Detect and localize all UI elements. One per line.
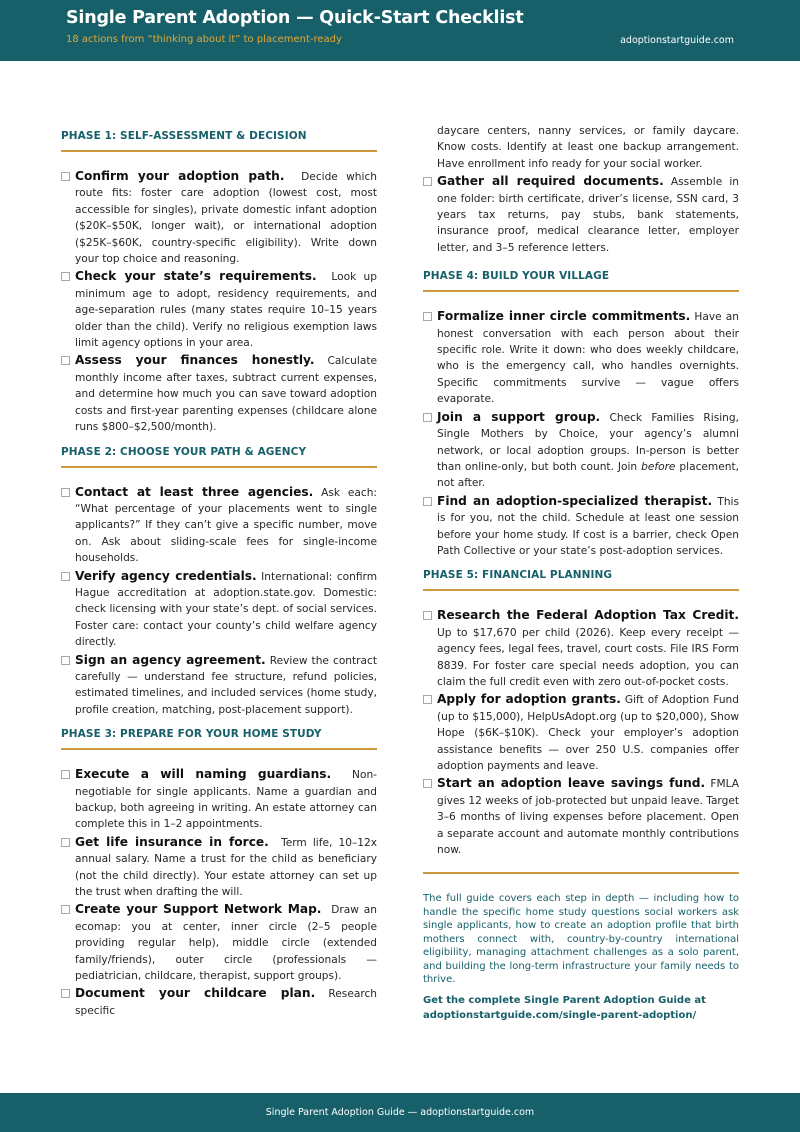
item-body: Term life, 10–12x annual salary. Name a trust for the child as beneficiary (not the child directly). Your estate attorney can set up the trust when drafting the will. [75,836,377,899]
checkbox[interactable] [423,779,432,788]
checkbox[interactable] [423,312,432,321]
item-body: Decide which route fits: foster care adoption (lowest cost, most accessible for singles), private domestic infant adoption ($20K–$50K, longer wait), or international adoption ($25K–$60K, country-specific eligibility). Write down your top choice and reasoning. [75,171,377,266]
phase-5 [423,569,739,858]
phase-1 [61,130,377,436]
item-head: Verify agency credentials. [75,568,257,583]
phase-4 [423,270,739,559]
item-body: Look up minimum age to adopt, residency requirements, and age-separation rules (many states require 10–15 years older than the child). Verify no religious exemption laws limit agency options in your area. [75,271,377,350]
item-body: FMLA gives 12 weeks of job-protected but unpaid leave. Target 3–6 months of living expenses before placement. Open a separate account and automate monthly contributions now. [437,778,739,857]
checkbox[interactable] [423,695,432,704]
page-subtitle: 18 actions from “thinking about it” to placement-ready [66,34,342,45]
item-head: Formalize inner circle commitments. [437,309,691,324]
item-head: Find an adoption-specialized therapist. [437,493,713,508]
item-head: Contact at least three agencies. [75,484,314,499]
checkbox[interactable] [61,572,70,581]
phase-2 [61,446,377,719]
checklist-item [423,691,739,774]
cta-link[interactable] [423,993,739,1023]
page-footer [0,1093,800,1132]
checklist-item [423,409,739,492]
checklist-item [423,493,739,560]
checkbox[interactable] [61,356,70,365]
divider [423,872,739,874]
phase-title: PHASE 2: CHOOSE YOUR PATH & AGENCY [61,446,377,468]
checkbox[interactable] [61,905,70,914]
closing-note: The full guide covers each step in depth — including how to handle the specific home study questions social workers ask single applicants, how to create an adoption profile that birth mothers connect with, country-by-country international eligibility, managing attachment challenges as a solo parent, and building the long-term infrastructure your family needs to thrive. [423,893,739,986]
item-head: Apply for adoption grants. [437,692,621,707]
cta-line: Get the complete Single Parent Adoption Guide at [423,994,706,1006]
item-head: Gather all required documents. [437,174,664,189]
checklist-item [61,652,377,719]
item-emphasis: before [641,460,676,473]
cta-url[interactable]: adoptionstartguide.com/single-parent-adoption/ [423,1009,697,1021]
checklist-item [61,484,377,567]
checkbox[interactable] [61,838,70,847]
checklist-item [61,268,377,351]
checklist-item [423,775,739,858]
header-url: adoptionstartguide.com [620,35,734,46]
phase-title: PHASE 5: FINANCIAL PLANNING [423,569,739,591]
checklist-item [423,607,739,690]
item-body: Up to $17,670 per child (2026). Keep every receipt — agency fees, legal fees, travel, court costs. File IRS Form 8839. For foster care special needs adoption, you can claim the full credit even with zero out-of-pocket costs. [437,626,739,688]
item-body: This is for you, not the child. Schedule at least one session before your home study. If cost is a barrier, check Open Path Collective or your state’s post-adoption services. [437,495,739,557]
item-body: Calculate monthly income after taxes, subtract current expenses, and determine how much you can save toward adoption costs and first-year parenting expenses (childcare alone runs $800–$2,500/month). [75,355,377,434]
checkbox[interactable] [61,172,70,181]
item-body: Draw an ecomap: you at center, inner circle (2–5 people providing regular help), middle circle (extended family/friends), outer circle (professionals — pediatrician, childcare, therapist, support groups). [75,904,377,983]
item-head: Execute a will naming guardians. [75,767,332,782]
item-body: Check Families Rising, Single Mothers by Choice, your agency’s alumni network, or local adoption groups. In-person is better than online-only, but both count. Join [437,411,739,473]
phase-title: PHASE 1: SELF-ASSESSMENT & DECISION [61,130,377,152]
phase-title: PHASE 4: BUILD YOUR VILLAGE [423,270,739,292]
checklist-item [61,985,377,1019]
checklist-item [423,308,739,407]
item-body: Gift of Adoption Fund (up to $15,000), HelpUsAdopt.org (up to $20,000), Show Hope ($6K–$10K). Check your employer’s adoption assistance benefits — over 250 U.S. companies offer adoption payments and leave. [437,694,739,772]
checklist-item [61,766,377,833]
checkbox[interactable] [423,497,432,506]
checklist-item [61,901,377,984]
item-body: Ask each: “What percentage of your placements went to single applicants?” If they can’t give a specific number, move on. Ask about sliding-scale fees for single-income households. [75,486,378,565]
item-head: Create your Support Network Map. [75,902,322,917]
item-head: Sign an agency agreement. [75,652,266,667]
item-head: Assess your finances honestly. [75,353,315,368]
page-title: Single Parent Adoption — Quick-Start Checklist [66,8,524,28]
item-head: Confirm your adoption path. [75,169,285,183]
item-body: Non-negotiable for single applicants. Name a guardian and backup, both agreeing in writing. An estate attorney can complete this in 1–2 appointments. [75,769,377,831]
item-head: Research the Federal Adoption Tax Credit. [437,608,739,623]
item-head: Check your state’s requirements. [75,269,317,284]
checkbox[interactable] [423,177,432,186]
item-body: Have an honest conversation with each person about their specific role. Write it down: who does weekly childcare, who is the emergency call, who handles overnights. Specific commitments survive — vague offers evaporate. [437,311,739,406]
item-head: Get life insurance in force. [75,834,269,849]
checklist-item [61,834,377,901]
checkbox[interactable] [61,989,70,998]
left-column [61,128,377,1029]
item-head: Join a support group. [437,409,601,424]
checkbox[interactable] [423,611,432,620]
continued-text: daycare centers, nanny services, or family daycare. Know costs. Identify at least one backup arrangement. Have enrollment info ready for your social worker. [437,125,739,170]
item-body: Research specific [75,988,377,1017]
checkbox[interactable] [61,770,70,779]
phase-title: PHASE 3: PREPARE FOR YOUR HOME STUDY [61,728,377,750]
item-body-tail: placement, not after. [437,460,739,490]
item-body: Review the contract carefully — understand fee structure, refund policies, estimated timelines, and included services (home study, profile creation, matching, post-placement support). [75,654,377,716]
item-body: International: confirm Hague accreditation at adoption.state.gov. Domestic: check licensing with your state’s dept. of social services. Foster care: contact your county’s child welfare agency directly. [75,570,378,649]
checkbox[interactable] [61,272,70,281]
checkbox[interactable] [61,488,70,497]
right-column [423,125,739,1023]
checklist-item [423,173,739,256]
page-header [0,0,800,61]
footer-text: Single Parent Adoption Guide — adoptionstartguide.com [265,1107,535,1118]
checklist-item [61,168,377,267]
phase-3 [61,728,377,1019]
item-head: Document your childcare plan. [75,986,316,1001]
item-body: Assemble in one folder: birth certificate, driver’s license, SSN card, 3 years tax returns, pay stubs, bank statements, insurance proof, medical clearance letter, employer letter, and 3–5 reference letters. [437,176,739,254]
checkbox[interactable] [423,413,432,422]
checklist-item [61,352,377,435]
checklist-item [61,568,377,651]
item-head: Start an adoption leave savings fund. [437,776,706,791]
checkbox[interactable] [61,656,70,665]
